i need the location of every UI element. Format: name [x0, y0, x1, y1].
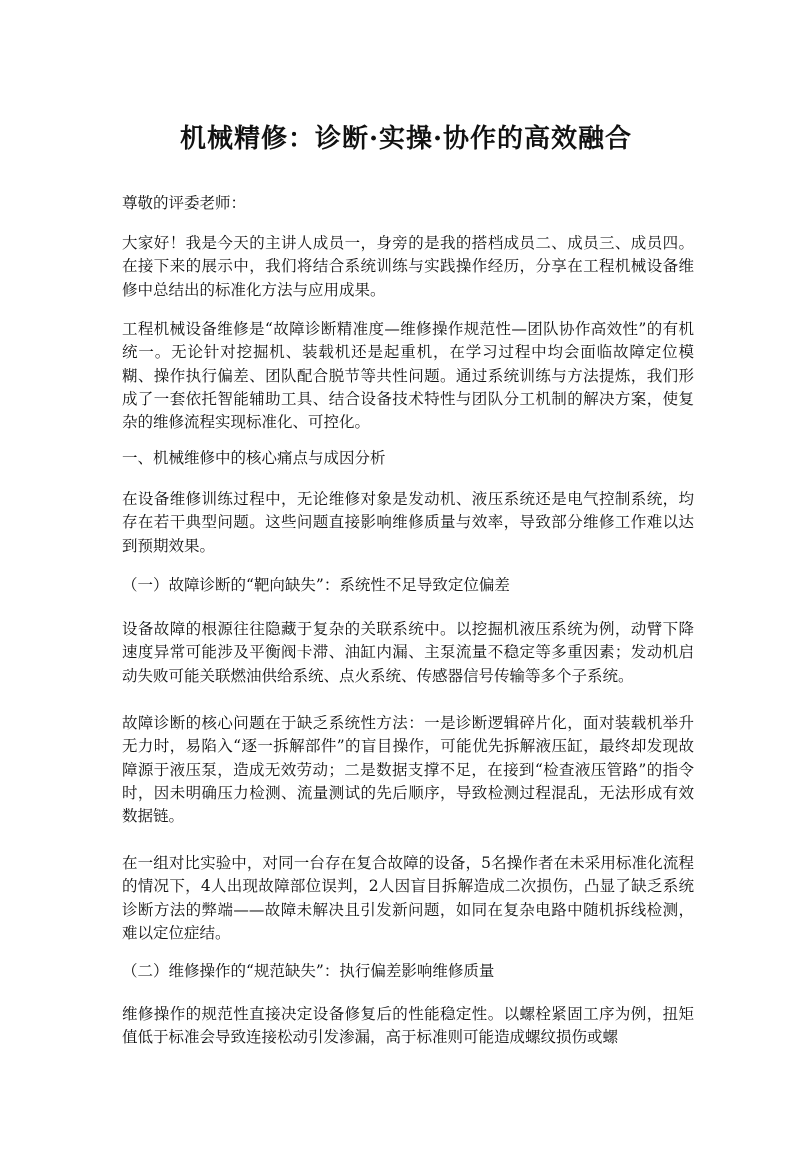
- section-heading-1: 一、机械维修中的核心痛点与成因分析: [122, 449, 386, 467]
- section1-paragraph: 在设备维修训练过程中，无论维修对象是发动机、液压系统还是电气控制系统，均存在若干典型问题。这些问题直接影响维修质量与效率，导致部分维修工作难以达到预期效果。: [122, 490, 694, 555]
- document-title: 机械精修：诊断·实操·协作的高效融合: [179, 124, 633, 155]
- subsection1-paragraph-1: 设备故障的根源往往隐藏于复杂的关联系统中。以挖掘机液压系统为例，动臂下降速度异常可能涉及平衡阀卡滞、油缸内漏、主泵流量不稳定等多重因素；发动机启动失败可能关联燃油供给系统、点火系统、传感器信号传输等多个子系统。: [122, 620, 694, 685]
- subsection2-paragraph-1: 维修操作的规范性直接决定设备修复后的性能稳定性。以螺栓紧固工序为例，扭矩值低于标准会导致连接松动引发渗漏，高于标准则可能造成螺纹损伤或螺: [122, 1005, 694, 1047]
- salutation: 尊敬的评委老师：: [122, 194, 247, 212]
- subsection1-paragraph-2: 故障诊断的核心问题在于缺乏系统性方法：一是诊断逻辑碎片化，面对装载机举升无力时，易陷入“逐一拆解部件”的盲目操作，可能优先拆解液压缸，最终却发现故障源于液压泵，造成无效劳动；二是数据支撑不足，在接到“检查液压管路”的指令时，因未明确压力检测、流量测试的先后顺序，导致检测过程混乱，无法形成有效数据链。: [122, 714, 694, 826]
- overview-paragraph: 工程机械设备维修是“故障诊断精准度—维修操作规范性—团队协作高效性”的有机统一。无论针对挖掘机、装载机还是起重机，在学习过程中均会面临故障定位模糊、操作执行偏差、团队配合脱节等共性问题。通过系统训练与方法提炼，我们形成了一套依托智能辅助工具、结合设备技术特性与团队分工机制的解决方案，使复杂的维修流程实现标准化、可控化。: [122, 320, 694, 432]
- subsection1-paragraph-3: 在一组对比实验中，对同一台存在复合故障的设备，5名操作者在未采用标准化流程的情况下，4人出现故障部位误判，2人因盲目拆解造成二次损伤，凸显了缺乏系统诊断方法的弊端——故障未解决且引发新问题，如同在复杂电路中随机拆线检测，难以定位症结。: [122, 854, 694, 942]
- intro-paragraph: 大家好！我是今天的主讲人成员一，身旁的是我的搭档成员二、成员三、成员四。在接下来的展示中，我们将结合系统训练与实践操作经历，分享在工程机械设备维修中总结出的标准化方法与应用成果。: [122, 234, 694, 299]
- subsection-heading-1: （一）故障诊断的“靶向缺失”：系统性不足导致定位偏差: [122, 576, 510, 594]
- subsection-heading-2: （二）维修操作的“规范缺失”：执行偏差影响维修质量: [122, 962, 495, 980]
